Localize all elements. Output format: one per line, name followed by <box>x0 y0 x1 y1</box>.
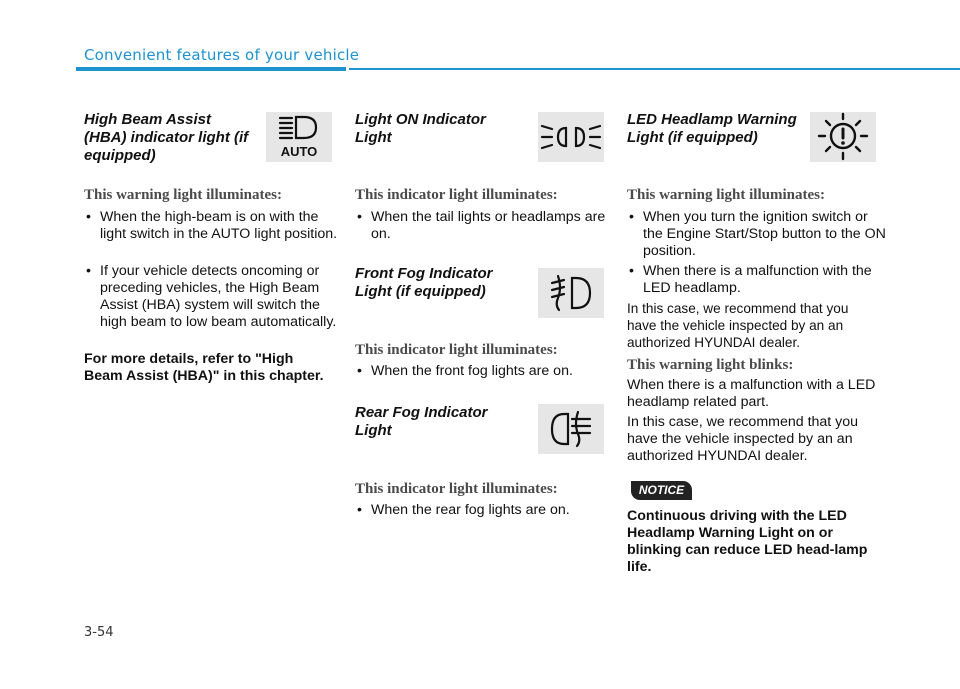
led-warning-heading: LED Headlamp Warning Light (if equipped) <box>627 111 797 146</box>
led-warning-bullet-2: • When there is a malfunction with the LED headlamp. <box>629 263 891 297</box>
hba-reference-note: For more details, refer to "High Beam Assist (HBA)" in this chapter. <box>84 351 324 384</box>
rear-fog-subheading: This indicator light illuminates: <box>355 481 558 497</box>
led-warning-bullet-1: • When you turn the ignition switch or the Engine Start/Stop button to the ON position. <box>629 209 891 260</box>
front-fog-heading: Front Fog Indicator Light (if equipped) <box>355 265 493 300</box>
light-on-heading: Light ON Indicator Light <box>355 111 486 146</box>
led-warning-paragraph-2: When there is a malfunction with a LED headlamp related part. <box>627 377 876 410</box>
header-bar <box>76 67 346 71</box>
rear-fog-heading: Rear Fog Indicator Light <box>355 404 488 439</box>
page-number: 3-54 <box>84 625 114 640</box>
light-on-subheading: This indicator light illuminates: <box>355 187 558 203</box>
notice-badge: NOTICE <box>631 481 692 500</box>
rear-fog-bullet: • When the rear fog lights are on. <box>357 502 619 519</box>
rear-fog-icon <box>538 404 604 454</box>
auto-icon-text: AUTO <box>280 144 318 159</box>
hba-subheading: This warning light illuminates: <box>84 187 282 203</box>
led-headlamp-warning-icon <box>810 112 876 162</box>
led-warning-paragraph-1: In this case, we recommend that you have the vehicle inspected by an an authorized HYUNDAI dealer. <box>627 301 849 350</box>
front-fog-subheading: This indicator light illuminates: <box>355 342 558 358</box>
light-on-bullet: • When the tail lights or headlamps are on. <box>357 209 619 243</box>
high-beam-auto-icon <box>266 112 332 162</box>
front-fog-icon <box>538 268 604 318</box>
hba-bullet-1: • When the high-beam is on with the light switch in the AUTO light position. <box>86 209 344 243</box>
light-on-indicator-icon <box>538 112 604 162</box>
front-fog-bullet: • When the front fog lights are on. <box>357 363 619 380</box>
section-title: Convenient features of your vehicle <box>84 46 360 64</box>
hba-bullet-2: • If your vehicle detects oncoming or preceding vehicles, the High Beam Assist (HBA) system will switch the high beam to low beam automatically. <box>86 263 344 331</box>
header-rule <box>349 68 960 70</box>
led-warning-paragraph-3: In this case, we recommend that you have the vehicle inspected by an an authorized HYUNDAI dealer. <box>627 414 859 464</box>
notice-text: Continuous driving with the LED Headlamp Warning Light on or blinking can reduce LED head-lamp life. <box>627 508 868 575</box>
hba-heading: High Beam Assist (HBA) indicator light (if equipped) <box>84 111 249 164</box>
led-warning-subheading-2: This warning light blinks: <box>627 357 794 373</box>
led-warning-subheading-1: This warning light illuminates: <box>627 187 825 203</box>
